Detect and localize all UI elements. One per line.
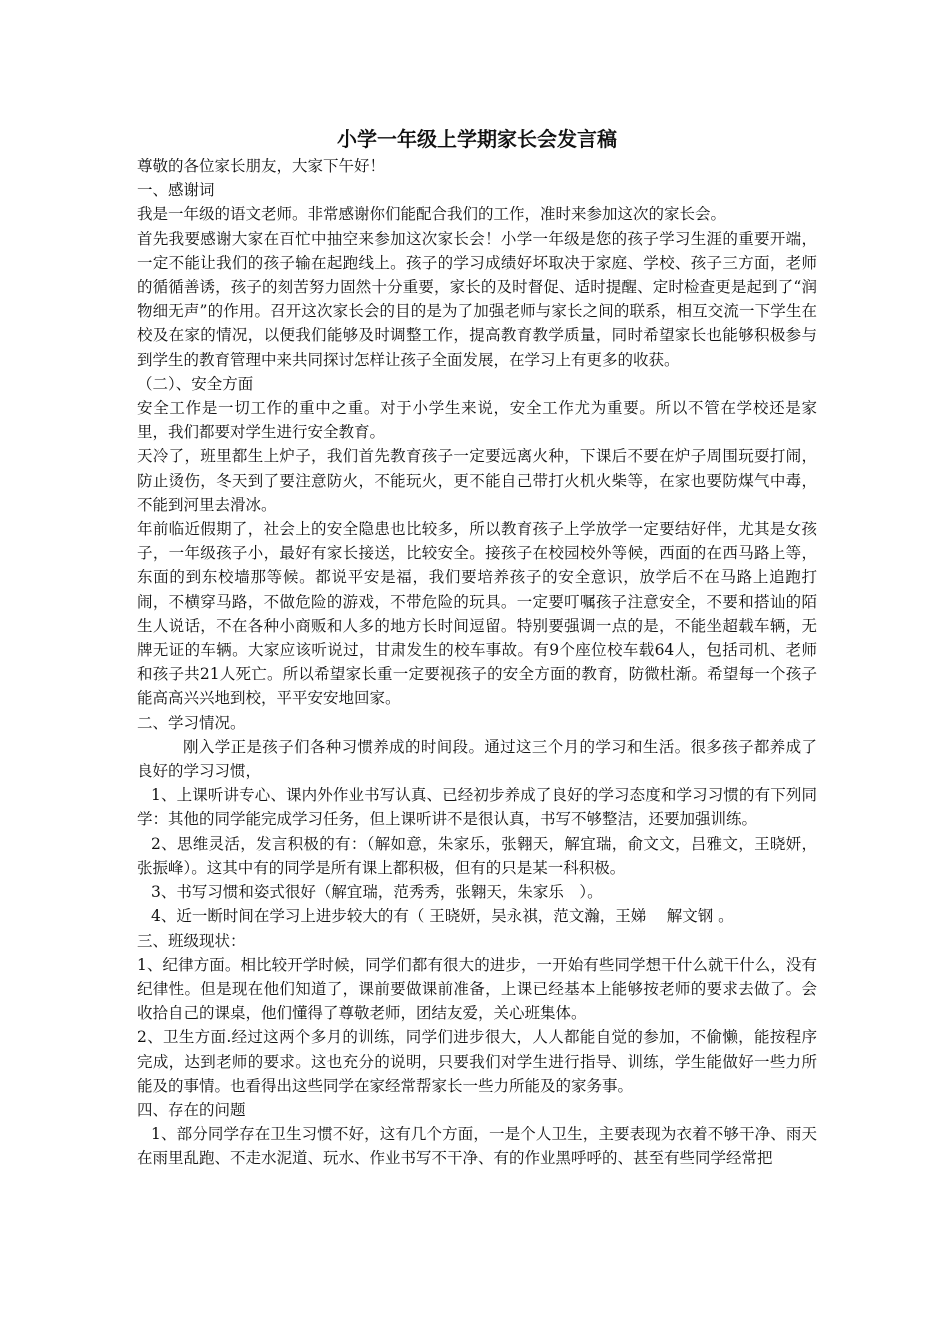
list-item: 1、上课听讲专心、课内外作业书写认真、已经初步养成了良好的学习态度和学习习惯的有下列同学：其他的同学能完成学习任务，但上课听讲不是很认真，书写不够整洁，还要加强训练。 [137, 786, 817, 829]
paragraph: 刚入学正是孩子们各种习惯养成的时间段。通过这三个月的学习和生活。很多孩子都养成了良好的学习习惯， [137, 737, 817, 781]
section-heading-problems: 四、存在的问题 [137, 1100, 246, 1119]
list-item: 4、近一断时间在学习上进步较大的有（ 王晓妍，吴永祺，范文瀚，王娣 解文钢 。 [151, 907, 734, 926]
section-heading-safety: （二）、安全方面 [137, 374, 254, 393]
paragraph: 年前临近假期了，社会上的安全隐患也比较多，所以教育孩子上学放学一定要结好伴，尤其是女孩子，一年级孩子小，最好有家长接送，比较安全。接孩子在校园校外等候，西面的在西马路上等，东面的到东校墙那等候。都说平安是福，我们要培养孩子的安全意识，放学后不在马路上追跑打闹，不横穿马路，不做危险的游戏，不带危险的玩具。一定要叮嘱孩子注意安全，不要和搭讪的陌生人说话，不在各种小商贩和人多的地方长时间逗留。特别要强调一点的是，不能坐超载车辆，无牌无证的车辆。大家应该听说过，甘肃发生的校车事故。有9个座位校车载64人，包括司机、老师和孩子共21人死亡。所以希望家长重一定要视孩子的安全方面的教育，防微杜渐。希望每一个孩子能高高兴兴地到校，平平安安地回家。 [137, 520, 817, 708]
list-item: 2、思维灵活，发言积极的有：（解如意，朱家乐，张翱天，解宜瑞，俞文文，吕雅文，王晓妍，张振峰）。这其中有的同学是所有课上都积极，但有的只是某一科积极。 [137, 834, 817, 877]
document-body [137, 125, 817, 1171]
list-item: 3、书写习惯和姿式很好（解宜瑞，范秀秀，张翱天，朱家乐 ）。 [151, 883, 603, 902]
section-heading-study: 二、学习情况。 [137, 713, 246, 732]
paragraph: 天冷了，班里都生上炉子，我们首先教育孩子一定要远离火种，下课后不要在炉子周围玩耍打闹，防止烫伤，冬天到了要注意防火，不能玩火，更不能自己带打火机火柴等，在家也要防煤气中毒，不能到河里去滑冰。 [137, 447, 817, 514]
list-item: 1、纪律方面。相比较开学时候，同学们都有很大的进步，一开始有些同学想干什么就干什么，没有纪律性。但是现在他们知道了，课前要做课前准备，上课已经基本上能够按老师的要求去做了。会收拾自己的课桌，他们懂得了尊敬老师，团结友爱，关心班集体。 [137, 955, 817, 1023]
paragraph: 首先我要感谢大家在百忙中抽空来参加这次家长会！小学一年级是您的孩子学习生涯的重要开端，一定不能让我们的孩子输在起跑线上。孩子的学习成绩好坏取决于家庭、学校、孩子三方面，老师的循循善诱，孩子的刻苦努力固然十分重要，家长的及时督促、适时提醒、定时检查更是起到了“润物细无声”的作用。召开这次家长会的目的是为了加强老师与家长之间的联系，相互交流一下学生在校及在家的情况，以便我们能够及时调整工作，提高教育教学质量，同时希望家长也能够积极参与到学生的教育管理中来共同探讨怎样让孩子全面发展，在学习上有更多的收获。 [137, 229, 817, 369]
list-item: 1、部分同学存在卫生习惯不好，这有几个方面，一是个人卫生，主要表现为衣着不够干净、雨天在雨里乱跑、不走水泥道、玩水、作业书写不干净、有的作业黑呼呼的、甚至有些同学经常把 [137, 1125, 817, 1168]
paragraph: 我是一年级的语文老师。非常感谢你们能配合我们的工作，准时来参加这次的家长会。 [137, 205, 727, 224]
section-heading-thanks: 一、感谢词 [137, 181, 215, 200]
section-heading-class-status: 三、班级现状： [137, 931, 246, 950]
paragraph: 安全工作是一切工作的重中之重。对于小学生来说，安全工作尤为重要。所以不管在学校还是家里，我们都要对学生进行安全教育。 [137, 399, 817, 442]
greeting: 尊敬的各位家长朋友，大家下午好！ [137, 157, 386, 175]
document-title: 小学一年级上学期家长会发言稿 [337, 127, 617, 151]
list-item: 2、卫生方面.经过这两个多月的训练，同学们进步很大，人人都能自觉的参加，不偷懒，能按程序完成，达到老师的要求。这也充分的说明，只要我们对学生进行指导、训练，学生能做好一些力所能及的事情。也看得出这些同学在家经常帮家长一些力所能及的家务事。 [137, 1028, 817, 1095]
